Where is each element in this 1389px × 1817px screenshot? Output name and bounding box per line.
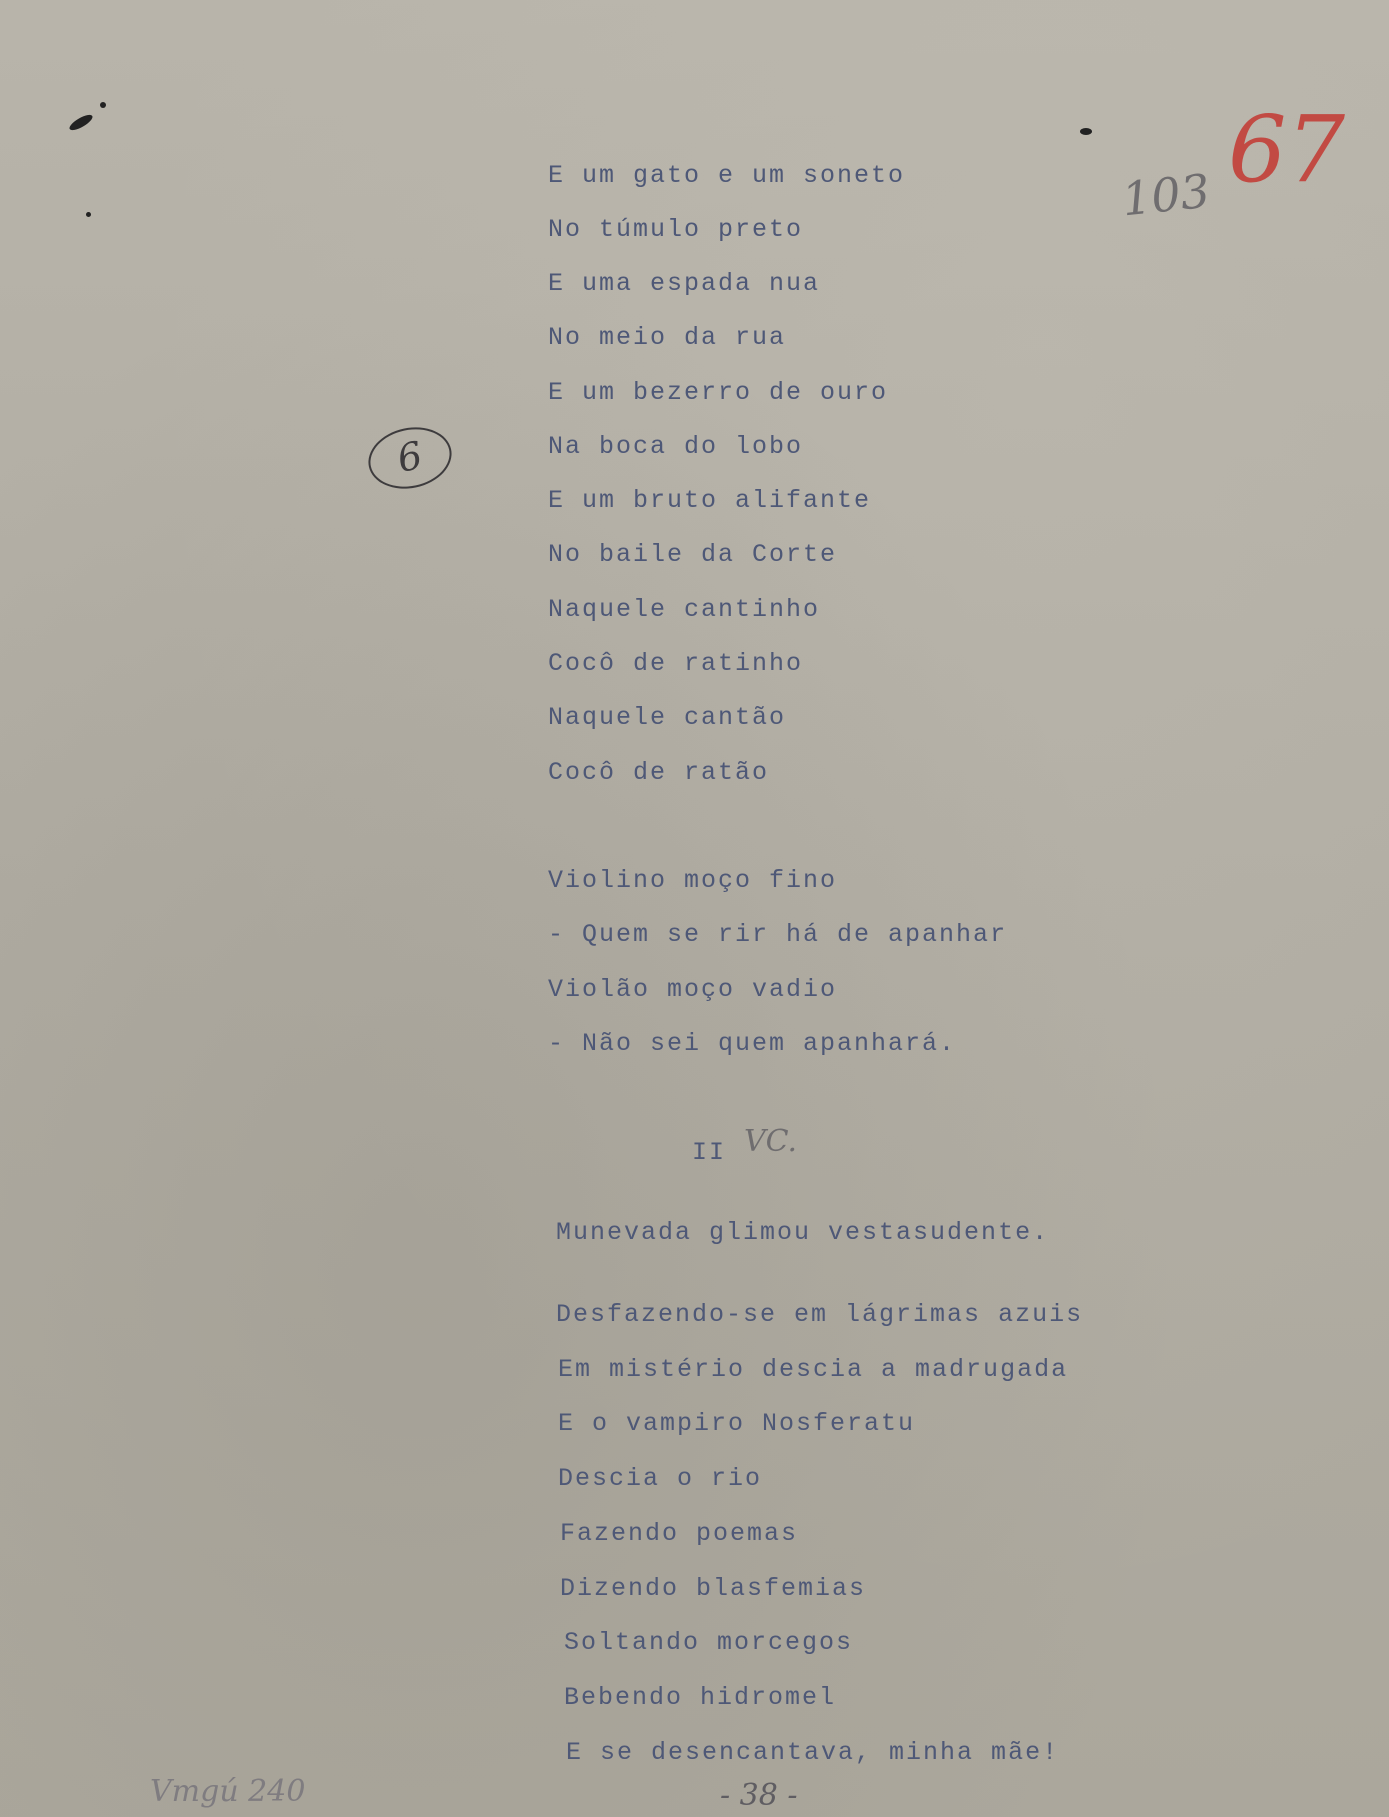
verse-line: Na boca do lobo xyxy=(548,432,804,461)
section-heading: II xyxy=(692,1138,727,1167)
verse-line: E o vampiro Nosferatu xyxy=(558,1409,916,1438)
verse-line: Violão moço vadio xyxy=(548,975,838,1004)
folio-pencil: 103 xyxy=(1119,163,1213,227)
verse-line: Em mistério descia a madrugada xyxy=(558,1355,1069,1384)
verse-line: E um bruto alifante xyxy=(548,486,872,515)
verse-line: E uma espada nua xyxy=(548,269,821,298)
folio-red: 67 xyxy=(1228,96,1346,203)
verse-line: Dizendo blasfemias xyxy=(560,1574,867,1603)
verse-line: No meio da rua xyxy=(548,323,787,352)
ink-dot xyxy=(1080,128,1092,135)
circled-number: 6 xyxy=(363,420,458,496)
verse-line: Cocô de ratinho xyxy=(548,649,804,678)
verse-line: Descia o rio xyxy=(558,1464,763,1493)
bottom-left-pencil-note: Vmgú 240 xyxy=(150,1774,306,1809)
verse-line: E se desencantava, minha mãe! xyxy=(566,1738,1060,1767)
ink-blot xyxy=(67,112,94,133)
page-number: - 38 - xyxy=(720,1778,798,1813)
verse-line: Desfazendo-se em lágrimas azuis xyxy=(556,1300,1084,1329)
verse-line: E um gato e um soneto xyxy=(548,161,906,190)
verse-line: Soltando morcegos xyxy=(564,1628,854,1657)
verse-line: No túmulo preto xyxy=(548,215,804,244)
verse-line: - Quem se rir há de apanhar xyxy=(548,920,1008,949)
verse-line: Fazendo poemas xyxy=(560,1519,799,1548)
verse-line: No baile da Corte xyxy=(548,540,838,569)
verse-line: Naquele cantinho xyxy=(548,595,821,624)
section-pencil-note: VC. xyxy=(744,1124,798,1159)
ink-dot xyxy=(100,102,106,108)
ink-dot xyxy=(86,212,91,217)
section-epigraph: Munevada glimou vestasudente. xyxy=(556,1218,1050,1247)
verse-line: Cocô de ratão xyxy=(548,758,770,787)
verse-line: - Não sei quem apanhará. xyxy=(548,1029,957,1058)
verse-line: E um bezerro de ouro xyxy=(548,378,889,407)
verse-line: Naquele cantão xyxy=(548,703,787,732)
verse-line: Bebendo hidromel xyxy=(564,1683,837,1712)
verse-line: Violino moço fino xyxy=(548,866,838,895)
